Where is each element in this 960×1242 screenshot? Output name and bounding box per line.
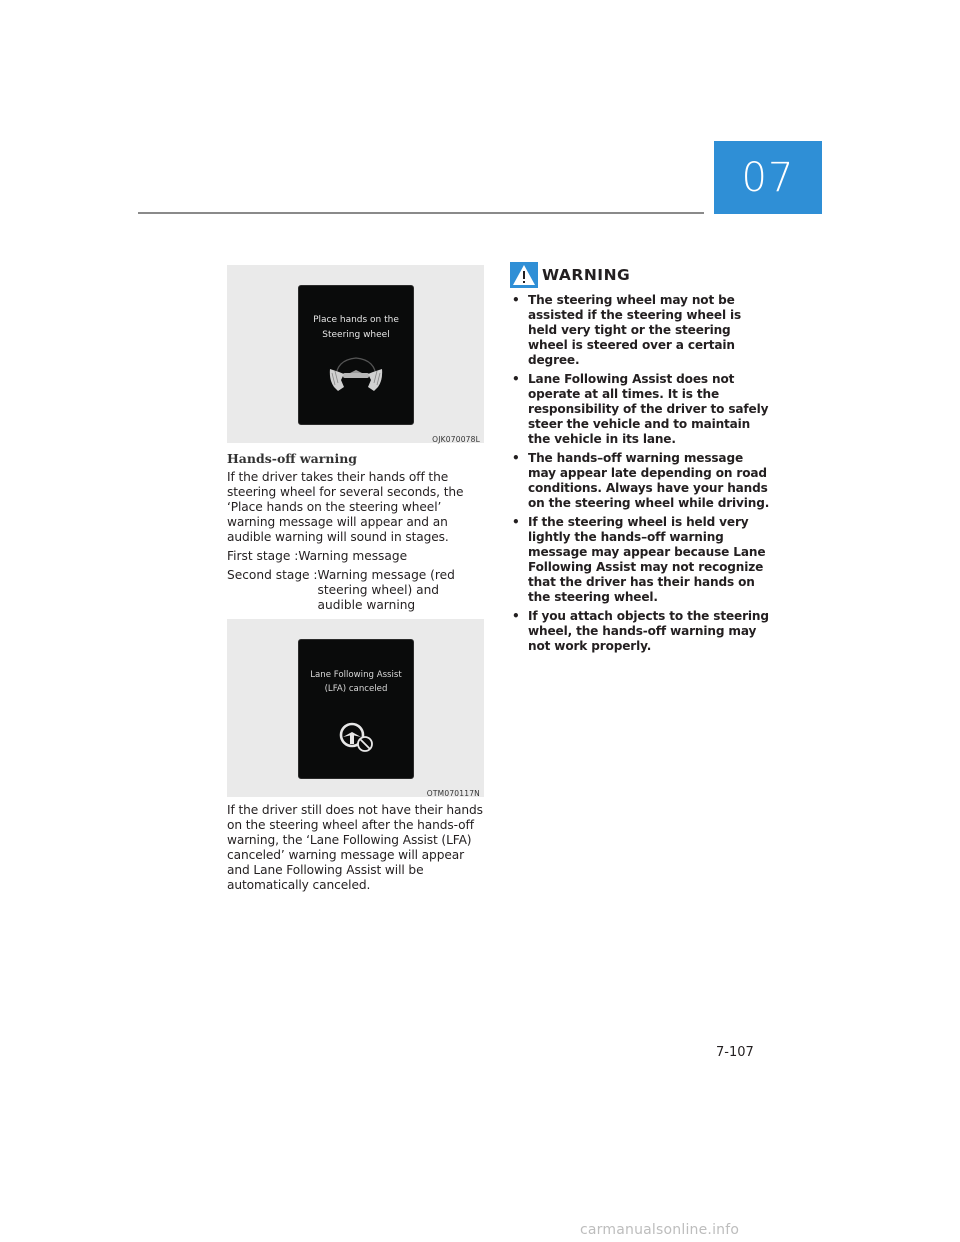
figure-lfa-canceled xyxy=(227,619,484,797)
warning-item: • If the steering wheel is held very lightly the hands–off warning message may appear because Lane Following Assist may not recognize that the driver has their hands on the steering wheel. xyxy=(512,515,766,604)
figure-hands-off xyxy=(227,265,484,443)
header-rule xyxy=(138,212,704,214)
bullet-icon: • xyxy=(512,293,520,307)
section-title: Hands-off warning xyxy=(227,451,358,466)
warning-item: • Lane Following Assist does not operate at all times. It is the responsibility of the driver to safely steer the vehicle and to maintain the vehicle in its lane. xyxy=(512,372,769,446)
bullet-icon: • xyxy=(512,515,520,529)
watermark: carmanualsonline.info xyxy=(580,1222,740,1238)
bullet-icon: • xyxy=(512,372,520,386)
warning-item: • The steering wheel may not be assisted if the steering wheel is held very tight or the steering wheel is steered over a certain degree. xyxy=(512,293,742,367)
paragraph: If the driver takes their hands off the steering wheel for several seconds, the ‘Place hands on the steering wheel’ warning message will appear and an audible warning will sound in stages. xyxy=(227,470,464,544)
warning-item: • If you attach objects to the steering wheel, the hands-off warning may not work properly. xyxy=(512,609,769,653)
stage-label: Second stage : xyxy=(227,568,318,582)
screen-message: Lane Following Assist (LFA) canceled xyxy=(310,670,402,694)
lfa-canceled-icon xyxy=(337,720,377,754)
left-column xyxy=(227,265,484,897)
chapter-number: 07 xyxy=(741,154,795,201)
warning-item: • The hands–off warning message may appear late depending on road conditions. Always have your hands on the steering wheel while driving. xyxy=(512,451,770,510)
warning-header xyxy=(510,262,772,288)
paragraph: If the driver still does not have their hands on the steering wheel after the hands-off warning, the ‘Lane Following Assist (LFA) canceled’ warning message will appear and Lane Following Assist will be automatically canceled. xyxy=(227,803,483,892)
stage-value: Warning message (red steering wheel) and audible warning xyxy=(317,568,455,612)
stage-row xyxy=(227,549,484,564)
warning-list xyxy=(510,293,772,654)
page-number: 7-107 xyxy=(716,1045,754,1060)
screen-message: Place hands on the Steering wheel xyxy=(313,315,399,340)
bullet-icon: • xyxy=(512,609,520,623)
chapter-tab xyxy=(714,141,822,214)
stage-row xyxy=(227,568,484,613)
warning-triangle-icon xyxy=(510,262,538,288)
stage-label: First stage : xyxy=(227,549,299,563)
hands-on-steering-wheel-icon xyxy=(327,352,385,394)
right-column xyxy=(510,262,772,658)
warning-title: WARNING xyxy=(542,266,631,284)
stage-value: Warning message xyxy=(298,549,408,563)
cluster-screen xyxy=(298,639,414,779)
figure-code: OJK070078L xyxy=(432,435,480,444)
figure-code: OTM070117N xyxy=(426,789,480,798)
bullet-icon: • xyxy=(512,451,520,465)
cluster-screen xyxy=(298,285,414,425)
